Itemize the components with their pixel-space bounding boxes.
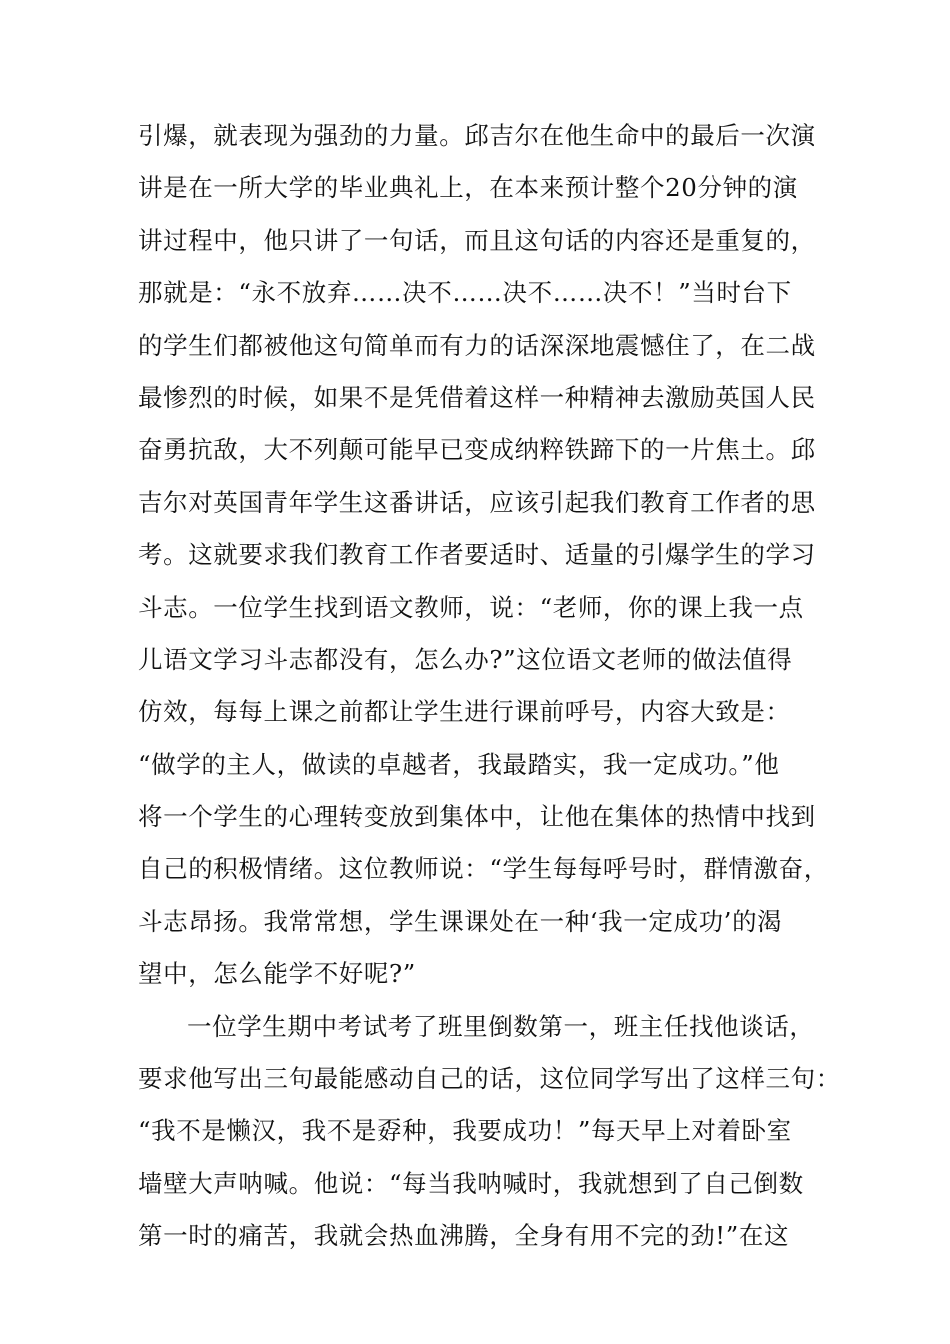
text-line: “做学的主人，做读的卓越者，我最踏实，我一定成功。”他	[138, 749, 780, 779]
text-line: 自己的积极情绪。这位教师说：“学生每每呼号时，群情激奋，	[138, 854, 829, 884]
text-line: 仿效，每每上课之前都让学生进行课前呼号，内容大致是：	[138, 697, 791, 727]
paragraph-start-line: 一位学生期中考试考了班里倒数第一，班主任找他谈话，	[187, 1011, 815, 1041]
text-line: 考。这就要求我们教育工作者要适时、适量的引爆学生的学习	[138, 540, 816, 570]
body-text	[138, 110, 841, 1263]
text-line: 墙壁大声呐喊。他说：“每当我呐喊时，我就想到了自己倒数	[138, 1168, 804, 1198]
text-line: 第一时的痛苦，我就会热血沸腾，全身有用不完的劲!”在这	[138, 1221, 790, 1251]
text-line: 要求他写出三句最能感动自己的话，这位同学写出了这样三句：	[138, 1064, 841, 1094]
text-line: 那就是：“永不放弃……决不……决不……决不！”当时台下	[138, 278, 792, 308]
text-line: 儿语文学习斗志都没有，怎么办?”这位语文老师的做法值得	[138, 644, 793, 674]
text-line: 讲是在一所大学的毕业典礼上，在本来预计整个20分钟的演	[138, 173, 798, 203]
text-line: 奋勇抗敌，大不列颠可能早已变成纳粹铁蹄下的一片焦土。邱	[138, 435, 816, 465]
text-line: 斗志。一位学生找到语文教师，说：“老师，你的课上我一点	[138, 592, 804, 622]
text-line: 最惨烈的时候，如果不是凭借着这样一种精神去激励英国人民	[138, 382, 816, 412]
text-line: 讲过程中，他只讲了一句话，而且这句话的内容还是重复的，	[138, 225, 816, 255]
text-line: 吉尔对英国青年学生这番讲话，应该引起我们教育工作者的思	[138, 487, 816, 517]
text-line: 引爆，就表现为强劲的力量。邱吉尔在他生命中的最后一次演	[138, 121, 816, 150]
text-line: “我不是懒汉，我不是孬种，我要成功！”每天早上对着卧室	[138, 1116, 792, 1146]
text-line: 将一个学生的心理转变放到集体中，让他在集体的热情中找到	[138, 802, 816, 832]
text-line: 望中，怎么能学不好呢?”	[138, 959, 416, 989]
text-line: 斗志昂扬。我常常想，学生课课处在一种‘我一定成功’的渴	[138, 906, 783, 936]
text-line: 的学生们都被他这句简单而有力的话深深地震憾住了，在二战	[138, 330, 816, 360]
